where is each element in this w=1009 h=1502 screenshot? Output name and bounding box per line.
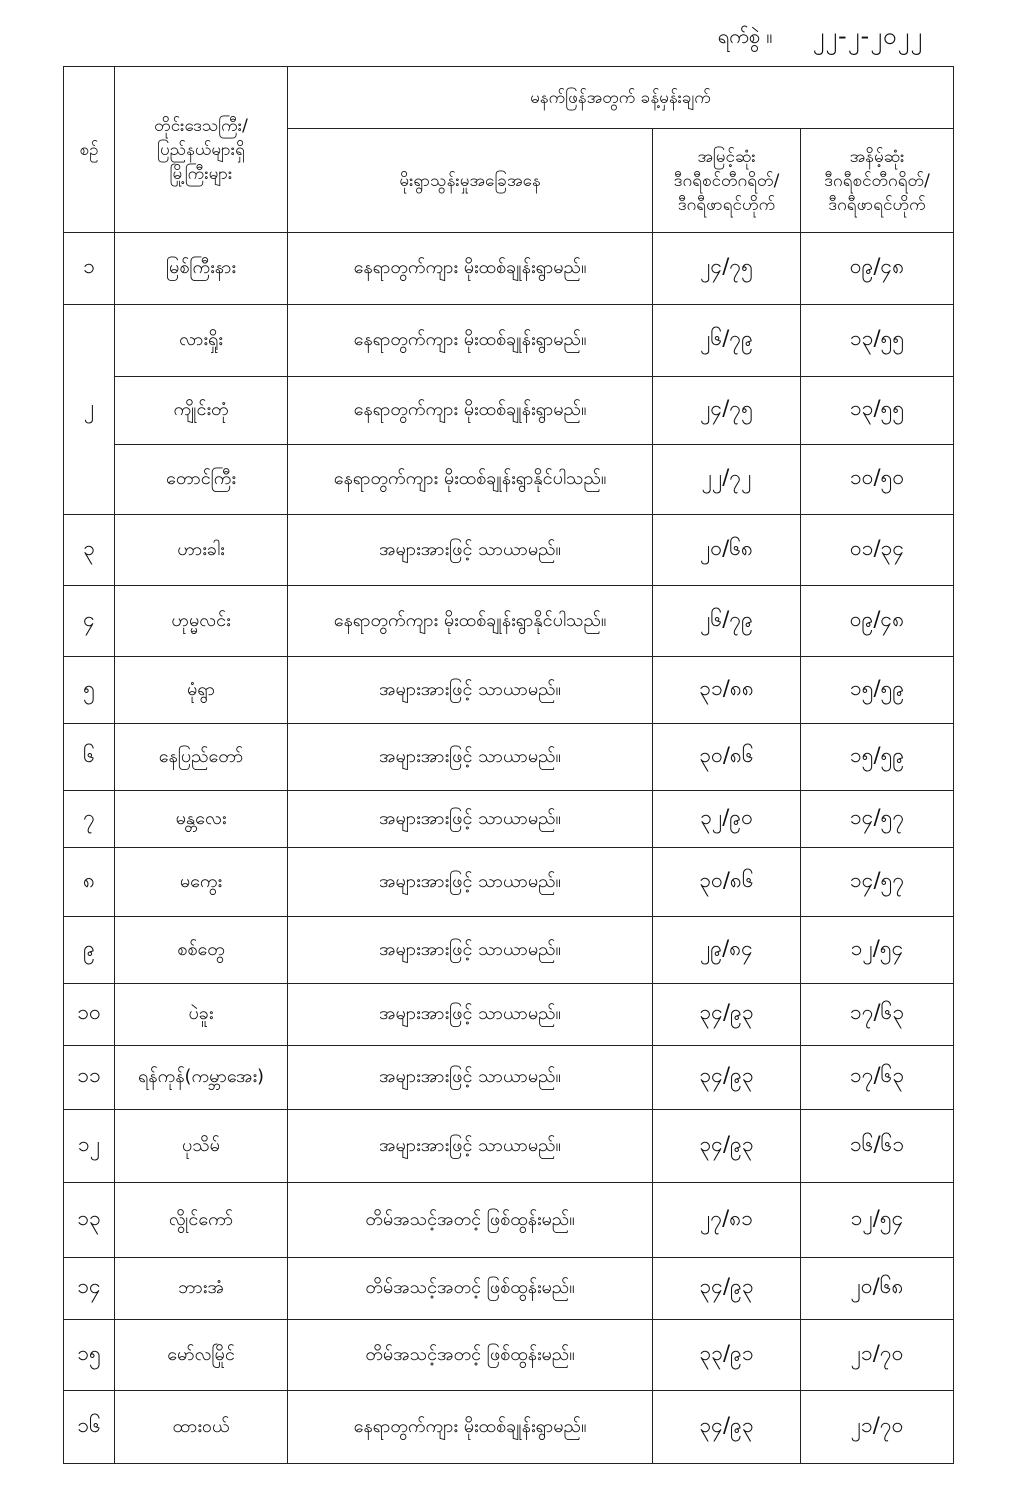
table-row xyxy=(64,1258,954,1320)
city-cell: မန္တလေး xyxy=(115,791,288,848)
condition-cell: အများအားဖြင့် သာယာမည်။ xyxy=(288,1046,653,1110)
max-temp-cell: ၃၄/၉၃ xyxy=(653,984,801,1046)
max-temp-cell: ၂၉/၈၄ xyxy=(653,917,801,984)
min-temp-cell: ၁၇/၆၃ xyxy=(801,1046,954,1110)
max-temp-cell: ၃၄/၉၃ xyxy=(653,1046,801,1110)
header-no: စဉ် xyxy=(64,67,115,233)
min-temp-cell: ၁၃/၅၅ xyxy=(801,305,954,377)
condition-cell: အများအားဖြင့် သာယာမည်။ xyxy=(288,848,653,917)
min-temp-cell: ၁၂/၅၄ xyxy=(801,1183,954,1258)
min-temp-cell: ၂၀/၆၈ xyxy=(801,1258,954,1320)
condition-cell: အများအားဖြင့် သာယာမည်။ xyxy=(288,1110,653,1183)
max-temp-cell: ၃၄/၉၃ xyxy=(653,1110,801,1183)
header-max-temp: အမြင့်ဆုံး ဒီဂရီစင်တီဂရိတ်/ ဒီဂရီဖာရင်ဟိုက် xyxy=(653,129,801,233)
table-row xyxy=(64,515,954,586)
condition-cell: နေရာတွက်ကျား မိုးထစ်ချုန်းရွာမည်။ xyxy=(288,1391,653,1464)
city-cell: မကွေး xyxy=(115,848,288,917)
row-number: ၄ xyxy=(64,586,115,657)
condition-cell: အများအားဖြင့် သာယာမည်။ xyxy=(288,657,653,724)
max-temp-cell: ၂၇/၈၁ xyxy=(653,1183,801,1258)
city-cell: တောင်ကြီး xyxy=(115,445,288,515)
row-number: ၆ xyxy=(64,724,115,791)
condition-cell: နေရာတွက်ကျား မိုးထစ်ချုန်းရွာမည်။ xyxy=(288,377,653,445)
condition-cell: အများအားဖြင့် သာယာမည်။ xyxy=(288,515,653,586)
table-row xyxy=(64,377,954,445)
max-temp-cell: ၃၂/၉၀ xyxy=(653,791,801,848)
table-row xyxy=(64,1320,954,1391)
min-temp-cell: ၁၇/၆၃ xyxy=(801,984,954,1046)
city-cell: ဘားအံ xyxy=(115,1258,288,1320)
row-number: ၁၅ xyxy=(64,1320,115,1391)
row-number: ၁၂ xyxy=(64,1110,115,1183)
max-temp-cell: ၃၀/၈၆ xyxy=(653,848,801,917)
row-number: ၁၄ xyxy=(64,1258,115,1320)
city-cell: ရန်ကုန်(ကမ္ဘာအေး) xyxy=(115,1046,288,1110)
city-cell: မြစ်ကြီးနား xyxy=(115,233,288,305)
table-row xyxy=(64,917,954,984)
table-row xyxy=(64,848,954,917)
city-cell: ဟုမ္မလင်း xyxy=(115,586,288,657)
condition-cell: နေရာတွက်ကျား မိုးထစ်ချုန်းရွာမည်။ xyxy=(288,233,653,305)
table-row xyxy=(64,233,954,305)
city-cell: ဟားခါး xyxy=(115,515,288,586)
city-cell: လားရှိုး xyxy=(115,305,288,377)
min-temp-cell: ၁၅/၅၉ xyxy=(801,657,954,724)
row-number: ၈ xyxy=(64,848,115,917)
city-cell: ပုသိမ် xyxy=(115,1110,288,1183)
header-condition: မိုးရွာသွန်းမှုအခြေအနေ xyxy=(288,129,653,233)
max-temp-cell: ၃၁/၈၈ xyxy=(653,657,801,724)
city-cell: မုံရွာ xyxy=(115,657,288,724)
table-row xyxy=(64,984,954,1046)
table-row xyxy=(64,586,954,657)
city-cell: နေပြည်တော် xyxy=(115,724,288,791)
max-temp-cell: ၂၂/၇၂ xyxy=(653,445,801,515)
max-temp-cell: ၃၀/၈၆ xyxy=(653,724,801,791)
condition-cell: နေရာတွက်ကျား မိုးထစ်ချုန်းရွာမည်။ xyxy=(288,305,653,377)
max-temp-cell: ၂၆/၇၉ xyxy=(653,586,801,657)
min-temp-cell: ၂၁/၇၀ xyxy=(801,1391,954,1464)
row-number: ၅ xyxy=(64,657,115,724)
condition-cell: တိမ်အသင့်အတင့် ဖြစ်ထွန်းမည်။ xyxy=(288,1258,653,1320)
city-cell: ကျိုင်းတုံ xyxy=(115,377,288,445)
date-value: ၂၂-၂-၂၀၂၂ xyxy=(812,22,923,50)
city-cell: လွိုင်ကော် xyxy=(115,1183,288,1258)
min-temp-cell: ၁၂/၅၄ xyxy=(801,917,954,984)
min-temp-cell: ၁၄/၅၇ xyxy=(801,791,954,848)
min-temp-cell: ၂၁/၇၀ xyxy=(801,1320,954,1391)
condition-cell: အများအားဖြင့် သာယာမည်။ xyxy=(288,917,653,984)
date-label: ရက်စွဲ ။ xyxy=(717,24,773,48)
row-number: ၁၆ xyxy=(64,1391,115,1464)
max-temp-cell: ၃၄/၉၃ xyxy=(653,1391,801,1464)
table-row xyxy=(64,1046,954,1110)
condition-cell: တိမ်အသင့်အတင့် ဖြစ်ထွန်းမည်။ xyxy=(288,1320,653,1391)
weather-forecast-table xyxy=(63,66,954,1464)
condition-cell: နေရာတွက်ကျား မိုးထစ်ချုန်းရွာနိုင်ပါသည်။ xyxy=(288,586,653,657)
table-row xyxy=(64,1110,954,1183)
max-temp-cell: ၂၆/၇၉ xyxy=(653,305,801,377)
min-temp-cell: ၀၉/၄၈ xyxy=(801,586,954,657)
max-temp-cell: ၂၄/၇၅ xyxy=(653,233,801,305)
table-row xyxy=(64,657,954,724)
row-number: ၇ xyxy=(64,791,115,848)
table-row xyxy=(64,724,954,791)
row-number: ၁၃ xyxy=(64,1183,115,1258)
header-min-temp: အနိမ့်ဆုံး ဒီဂရီစင်တီဂရိတ်/ ဒီဂရီဖာရင်ဟိုက် xyxy=(801,129,954,233)
min-temp-cell: ၁၆/၆၁ xyxy=(801,1110,954,1183)
document-date xyxy=(718,20,923,56)
condition-cell: အများအားဖြင့် သာယာမည်။ xyxy=(288,791,653,848)
table-row xyxy=(64,445,954,515)
table-row xyxy=(64,791,954,848)
max-temp-cell: ၃၃/၉၁ xyxy=(653,1320,801,1391)
min-temp-cell: ၁၅/၅၉ xyxy=(801,724,954,791)
condition-cell: အများအားဖြင့် သာယာမည်။ xyxy=(288,984,653,1046)
min-temp-cell: ၁၄/၅၇ xyxy=(801,848,954,917)
row-number: ၁၀ xyxy=(64,984,115,1046)
city-cell: မော်လမြိုင် xyxy=(115,1320,288,1391)
max-temp-cell: ၃၄/၉၃ xyxy=(653,1258,801,1320)
table-body xyxy=(64,233,954,1464)
table-row xyxy=(64,305,954,377)
city-cell: ထားဝယ် xyxy=(115,1391,288,1464)
table-row xyxy=(64,1391,954,1464)
city-cell: စစ်တွေ xyxy=(115,917,288,984)
row-number: ၁၁ xyxy=(64,1046,115,1110)
min-temp-cell: ၀၉/၄၈ xyxy=(801,233,954,305)
row-number: ၂ xyxy=(64,305,115,515)
min-temp-cell: ၁၃/၅၅ xyxy=(801,377,954,445)
max-temp-cell: ၂၀/၆၈ xyxy=(653,515,801,586)
min-temp-cell: ၀၁/၃၄ xyxy=(801,515,954,586)
condition-cell: နေရာတွက်ကျား မိုးထစ်ချုန်းရွာနိုင်ပါသည်။ xyxy=(288,445,653,515)
table-row xyxy=(64,1183,954,1258)
condition-cell: အများအားဖြင့် သာယာမည်။ xyxy=(288,724,653,791)
row-number: ၃ xyxy=(64,515,115,586)
city-cell: ပဲခူး xyxy=(115,984,288,1046)
row-number: ၉ xyxy=(64,917,115,984)
row-number: ၁ xyxy=(64,233,115,305)
condition-cell: တိမ်အသင့်အတင့် ဖြစ်ထွန်းမည်။ xyxy=(288,1183,653,1258)
header-forecast-group: မနက်ဖြန်အတွက် ခန့်မှန်းချက် xyxy=(288,67,954,129)
max-temp-cell: ၂၄/၇၅ xyxy=(653,377,801,445)
min-temp-cell: ၁၀/၅၀ xyxy=(801,445,954,515)
header-city: တိုင်းဒေသကြီး/ ပြည်နယ်များရှိ မြို့ကြီးများ xyxy=(115,67,288,233)
